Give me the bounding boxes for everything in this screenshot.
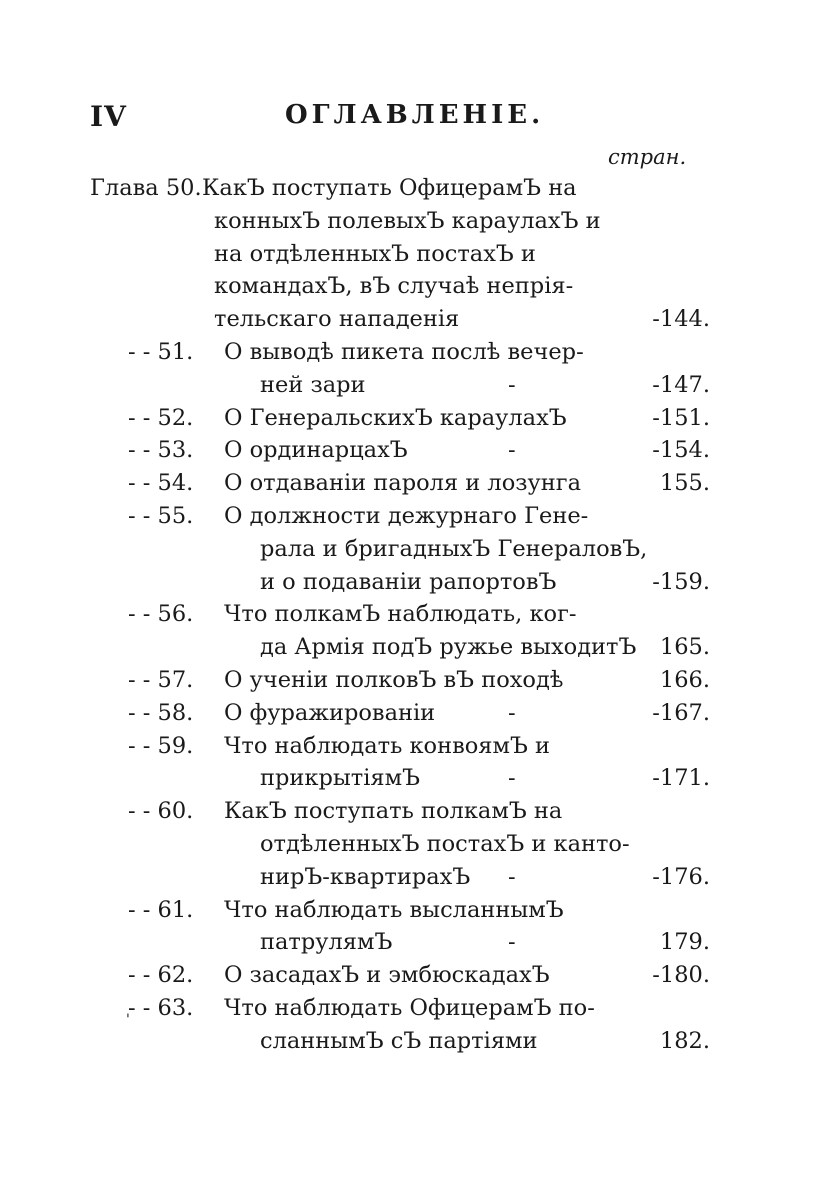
chapter-title: КакЪ поступать ОфицерамЪ на	[202, 175, 577, 201]
chapter-title: отдѣленныхЪ постахЪ и канто-	[260, 830, 630, 857]
chapter-number: - - 59.	[128, 732, 194, 759]
page-number: IV	[90, 100, 127, 133]
leader-dash: -	[508, 863, 516, 890]
page-reference: 155.	[659, 470, 710, 497]
chapter-title: на отдѣленныхЪ постахЪ и	[214, 240, 536, 267]
toc-line	[90, 697, 710, 730]
chapter-title: нирЪ-квартирахЪ	[260, 863, 471, 890]
toc-entry	[90, 467, 710, 500]
toc-line	[90, 434, 710, 467]
toc-line	[90, 205, 710, 238]
toc-line	[90, 762, 710, 795]
toc-entry	[90, 697, 710, 730]
page-reference: -159.	[652, 568, 710, 595]
toc-line	[90, 861, 710, 894]
leader-dash: -	[508, 929, 516, 956]
toc-line	[90, 566, 710, 599]
chapter-title: командахЪ, вЪ случаѣ непрія-	[214, 273, 574, 300]
chapter-number: - - 52.	[128, 404, 194, 431]
chapter-title: О выводѣ пикета послѣ вечер-	[224, 338, 584, 365]
page-header	[90, 100, 750, 140]
page-reference: -147.	[652, 371, 710, 398]
chapter-title: О фуражированіи	[224, 699, 436, 726]
chapter-title: тельскаго нападенія	[214, 306, 460, 333]
leader-dash: -	[508, 437, 516, 464]
chapter-number: - - 58.	[128, 699, 194, 726]
toc-entry	[90, 664, 710, 697]
chapter-title: патрулямЪ	[260, 929, 393, 956]
page-reference: 166.	[659, 666, 710, 693]
chapter-number: - - 62.	[128, 962, 194, 989]
chapter-title: Что полкамЪ наблюдать, ког-	[224, 601, 577, 628]
chapter-number: - - 57.	[128, 666, 194, 693]
chapter-number: - - 54.	[128, 470, 194, 497]
toc-entry	[90, 730, 710, 796]
chapter-title: О ГенеральскихЪ караулахЪ	[224, 404, 567, 431]
toc-entry	[90, 959, 710, 992]
chapter-title: О ординарцахЪ	[224, 437, 408, 464]
page-reference: -151.	[652, 404, 710, 431]
chapter-title: рала и бригадныхЪ ГенераловЪ,	[260, 535, 648, 562]
chapter-title: О ученіи полковЪ вЪ походѣ	[224, 666, 564, 693]
toc-line	[90, 172, 710, 205]
toc-line	[90, 598, 710, 631]
toc-line	[90, 467, 710, 500]
page-reference: -144.	[652, 306, 710, 333]
page-reference: -167.	[652, 699, 710, 726]
toc-line	[90, 664, 710, 697]
page-column-label: стран.	[608, 145, 687, 169]
toc-line	[90, 828, 710, 861]
chapter-title: да Армія подЪ ружье выходитЪ	[260, 634, 637, 661]
page-reference: 165.	[659, 634, 710, 661]
leader-dash: -	[508, 699, 516, 726]
toc-entry	[90, 172, 710, 336]
table-of-contents	[90, 172, 710, 1058]
chapter-number: - - 60.	[128, 798, 194, 825]
leader-dash: -	[508, 765, 516, 792]
chapter-title: прикрытіямЪ	[260, 765, 420, 792]
chapter-number: - - 53.	[128, 437, 194, 464]
toc-line	[90, 238, 710, 271]
toc-line	[90, 631, 710, 664]
toc-entry	[90, 992, 710, 1058]
toc-line	[90, 730, 710, 763]
chapter-number: Глава 50.	[90, 175, 202, 201]
leader-dash: -	[508, 371, 516, 398]
page-reference: 179.	[659, 929, 710, 956]
toc-line	[90, 795, 710, 828]
chapter-number: - - 61.	[128, 896, 194, 923]
toc-entry	[90, 434, 710, 467]
chapter-title: О засадахЪ и эмбюскадахЪ	[224, 962, 550, 989]
chapter-number: - - 56.	[128, 601, 194, 628]
page-reference: -176.	[652, 863, 710, 890]
toc-line	[90, 303, 710, 336]
toc-entry	[90, 795, 710, 893]
page-reference: -180.	[652, 962, 710, 989]
chapter-title: Что наблюдать ОфицерамЪ по-	[224, 994, 595, 1021]
page-title: ОГЛАВЛЕНІЕ.	[285, 100, 545, 130]
page-reference: -171.	[652, 765, 710, 792]
chapter-title: КакЪ поступать полкамЪ на	[224, 798, 563, 825]
toc-entry	[90, 402, 710, 435]
toc-line	[90, 894, 710, 927]
toc-line	[90, 369, 710, 402]
toc-entry	[90, 336, 710, 402]
toc-line	[90, 959, 710, 992]
chapter-title: О отдаваніи пароля и лозунга	[224, 470, 581, 497]
toc-line	[90, 336, 710, 369]
toc-line	[90, 926, 710, 959]
chapter-title: и о подаваніи рапортовЪ	[260, 568, 557, 595]
page-reference: 182.	[659, 1027, 710, 1054]
chapter-number: - - 51.	[128, 338, 194, 365]
chapter-title: Что наблюдать высланнымЪ	[224, 896, 564, 923]
page-reference: -154.	[652, 437, 710, 464]
chapter-number: - - 63.	[128, 994, 194, 1021]
toc-entry	[90, 500, 710, 598]
toc-line	[90, 1025, 710, 1058]
toc-line	[90, 500, 710, 533]
chapter-title: конныхЪ полевыхЪ караулахЪ и	[214, 207, 601, 234]
toc-line	[90, 402, 710, 435]
chapter-number: - - 55.	[128, 502, 194, 529]
chapter-title: ней зари	[260, 371, 366, 398]
toc-line	[90, 270, 710, 303]
toc-line	[90, 533, 710, 566]
chapter-title: сланнымЪ сЪ партіями	[260, 1027, 538, 1054]
toc-line	[90, 992, 710, 1025]
toc-entry	[90, 598, 710, 664]
ink-speck: '	[126, 1012, 130, 1028]
chapter-title: О должности дежурнаго Гене-	[224, 502, 589, 529]
chapter-title: Что наблюдать конвоямЪ и	[224, 732, 551, 759]
toc-entry	[90, 894, 710, 960]
